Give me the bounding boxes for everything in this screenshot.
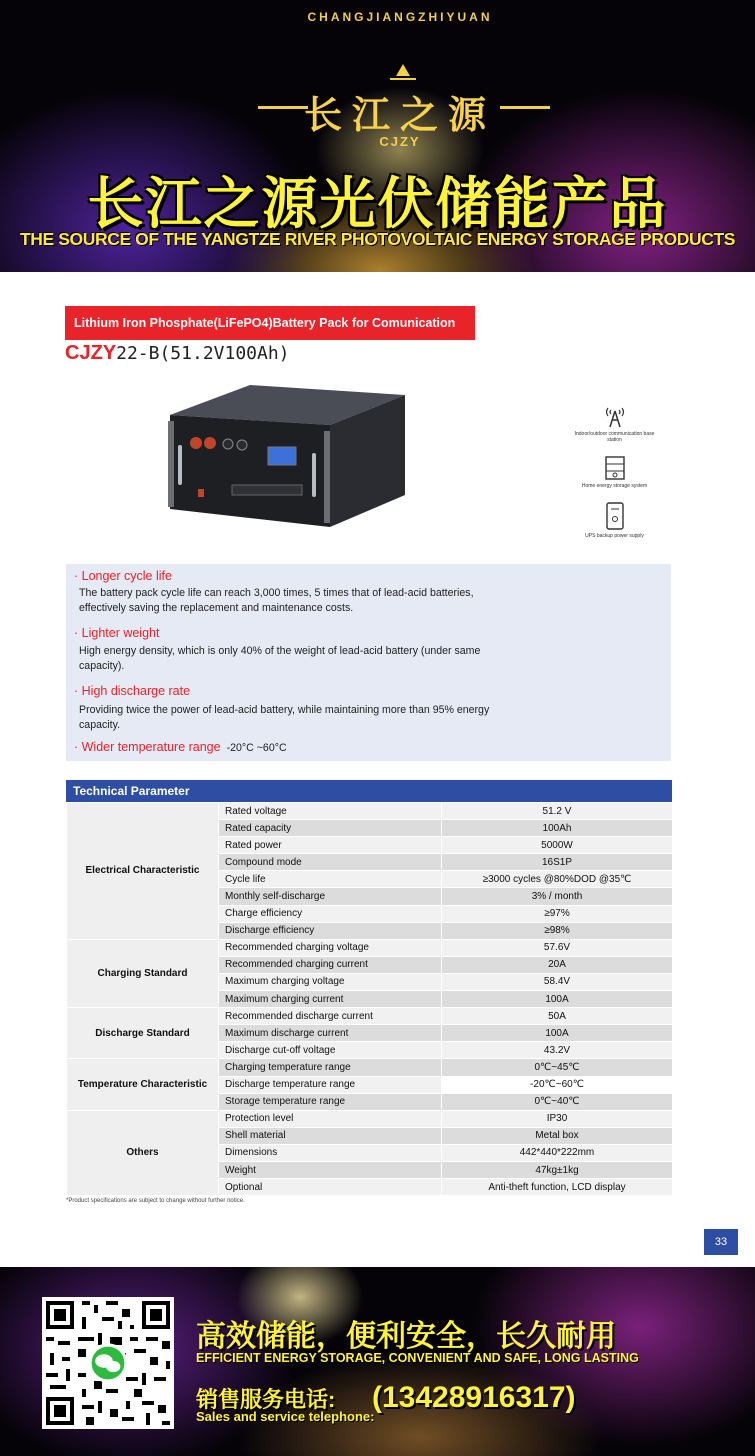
brand-code: CJZY <box>379 134 421 149</box>
model-number <box>65 342 290 365</box>
category-cell: Discharge Standard <box>67 1008 219 1059</box>
param-cell: Recommended charging voltage <box>219 939 442 956</box>
headline-english: THE SOURCE OF THE YANGTZE RIVER PHOTOVOLTAIC ENERGY STORAGE PRODUCTS <box>19 229 736 249</box>
feature-title: · Lighter weight <box>74 626 160 640</box>
energy-storage-cabinet-icon <box>603 455 627 481</box>
table-row <box>67 1110 673 1127</box>
value-cell: 0℃~45℃ <box>442 1059 673 1076</box>
table-row <box>67 1008 673 1025</box>
model-prefix: CJZY <box>65 342 117 364</box>
value-cell: 100Ah <box>442 820 673 837</box>
param-cell: Storage temperature range <box>219 1093 442 1110</box>
value-cell: IP30 <box>442 1110 673 1127</box>
value-cell: Anti-theft function, LCD display <box>442 1179 673 1196</box>
header-banner <box>0 0 755 272</box>
param-cell: Recommended discharge current <box>219 1008 442 1025</box>
param-cell: Maximum discharge current <box>219 1025 442 1042</box>
headline-chinese: 长江之源光伏储能产品 <box>87 172 668 235</box>
value-cell: 100A <box>442 1025 673 1042</box>
feature-text: Providing twice the power of lead-acid battery, while maintaining more than 95% energy capacity. <box>79 704 490 731</box>
param-cell: Discharge efficiency <box>219 922 442 939</box>
value-cell: 0℃~40℃ <box>442 1093 673 1110</box>
param-cell: Rated power <box>219 837 442 854</box>
value-cell: Metal box <box>442 1127 673 1144</box>
slogan-chinese: 高效储能，便利安全，长久耐用 <box>196 1320 616 1353</box>
application-item <box>572 455 657 489</box>
antenna-tower-icon <box>602 405 628 429</box>
value-cell: 51.2 V <box>442 803 673 820</box>
feature-title: · High discharge rate <box>74 684 191 698</box>
sales-label-chinese: 销售服务电话: <box>196 1387 336 1412</box>
value-cell: 20A <box>442 956 673 973</box>
application-item <box>572 405 657 443</box>
category-cell: Electrical Characteristic <box>67 803 219 940</box>
param-cell: Charging temperature range <box>219 1059 442 1076</box>
param-cell: Shell material <box>219 1127 442 1144</box>
table-row <box>67 803 673 820</box>
param-cell: Compound mode <box>219 854 442 871</box>
value-cell: 47kg±1kg <box>442 1161 673 1178</box>
application-label: Home energy storage system <box>581 483 648 489</box>
param-cell: Weight <box>219 1161 442 1178</box>
spec-table <box>66 802 673 1196</box>
brand-arc-text: CHANGJIANGZHIYUAN <box>307 10 493 24</box>
brand-name: 长江之源 <box>303 92 496 137</box>
value-cell: 50A <box>442 1008 673 1025</box>
battery-pack-image <box>160 385 410 535</box>
table-row <box>67 939 673 956</box>
category-cell: Others <box>67 1110 219 1195</box>
temperature-range-value: -20°C ~60°C <box>226 742 287 754</box>
ups-tower-icon <box>604 501 626 531</box>
category-cell: Charging Standard <box>67 939 219 1007</box>
sales-label-english: Sales and service telephone: <box>196 1409 375 1424</box>
value-cell: 16S1P <box>442 854 673 871</box>
value-cell: 57.6V <box>442 939 673 956</box>
param-cell: Cycle life <box>219 871 442 888</box>
product-category-tag: Lithium Iron Phosphate(LiFePO4)Battery Pack for Comunication <box>65 306 475 340</box>
param-cell: Discharge cut-off voltage <box>219 1042 442 1059</box>
param-cell: Rated capacity <box>219 820 442 837</box>
param-cell: Discharge temperature range <box>219 1076 442 1093</box>
value-cell: ≥97% <box>442 905 673 922</box>
features-panel <box>66 564 671 761</box>
wechat-qr-code <box>42 1297 174 1429</box>
param-cell: Dimensions <box>219 1144 442 1161</box>
feature-text: High energy density, which is only 40% of the weight of lead-acid battery (under same capacity). <box>79 645 481 672</box>
slogan-english: EFFICIENT ENERGY STORAGE, CONVENIENT AND SAFE, LONG LASTING <box>196 1351 639 1365</box>
category-cell: Temperature Characteristic <box>67 1059 219 1110</box>
feature-text: The battery pack cycle life can reach 3,000 times, 5 times that of lead-acid batteries, effectively saving the replacement and maintenance costs. <box>79 587 474 614</box>
value-cell: 100A <box>442 991 673 1008</box>
application-list <box>572 405 657 551</box>
param-cell: Rated voltage <box>219 803 442 820</box>
feature-title: · Wider temperature range <box>74 740 221 754</box>
param-cell: Maximum charging voltage <box>219 973 442 990</box>
phone-number[interactable]: (13428916317) <box>372 1381 576 1414</box>
page-number: 33 <box>704 1229 738 1255</box>
footer-banner <box>0 1267 755 1456</box>
value-cell: 58.4V <box>442 973 673 990</box>
footnote: *Product specifications are subject to change without further notice. <box>66 1198 245 1204</box>
param-cell: Charge efficiency <box>219 905 442 922</box>
value-cell: 43.2V <box>442 1042 673 1059</box>
param-cell: Recommended charging current <box>219 956 442 973</box>
value-cell: ≥3000 cycles @80%DOD @35℃ <box>442 871 673 888</box>
param-cell: Monthly self-discharge <box>219 888 442 905</box>
param-cell: Maximum charging current <box>219 991 442 1008</box>
application-item <box>572 501 657 539</box>
technical-parameter-heading: Technical Parameter <box>66 780 672 802</box>
value-cell: -20℃~60℃ <box>442 1076 673 1093</box>
table-row <box>67 1059 673 1076</box>
param-cell: Protection level <box>219 1110 442 1127</box>
value-cell: 442*440*222mm <box>442 1144 673 1161</box>
param-cell: Optional <box>219 1179 442 1196</box>
feature-title: · Longer cycle life <box>74 569 172 583</box>
mountain-logo-icon <box>390 64 416 80</box>
feature-temperature <box>74 740 287 754</box>
application-label: Indoor/outdoor communication base station <box>574 431 655 443</box>
value-cell: 5000W <box>442 837 673 854</box>
application-label: UPS backup power supply <box>585 533 644 539</box>
value-cell: 3% / month <box>442 888 673 905</box>
model-suffix: 22-B(51.2V100Ah) <box>116 343 290 364</box>
value-cell: ≥98% <box>442 922 673 939</box>
